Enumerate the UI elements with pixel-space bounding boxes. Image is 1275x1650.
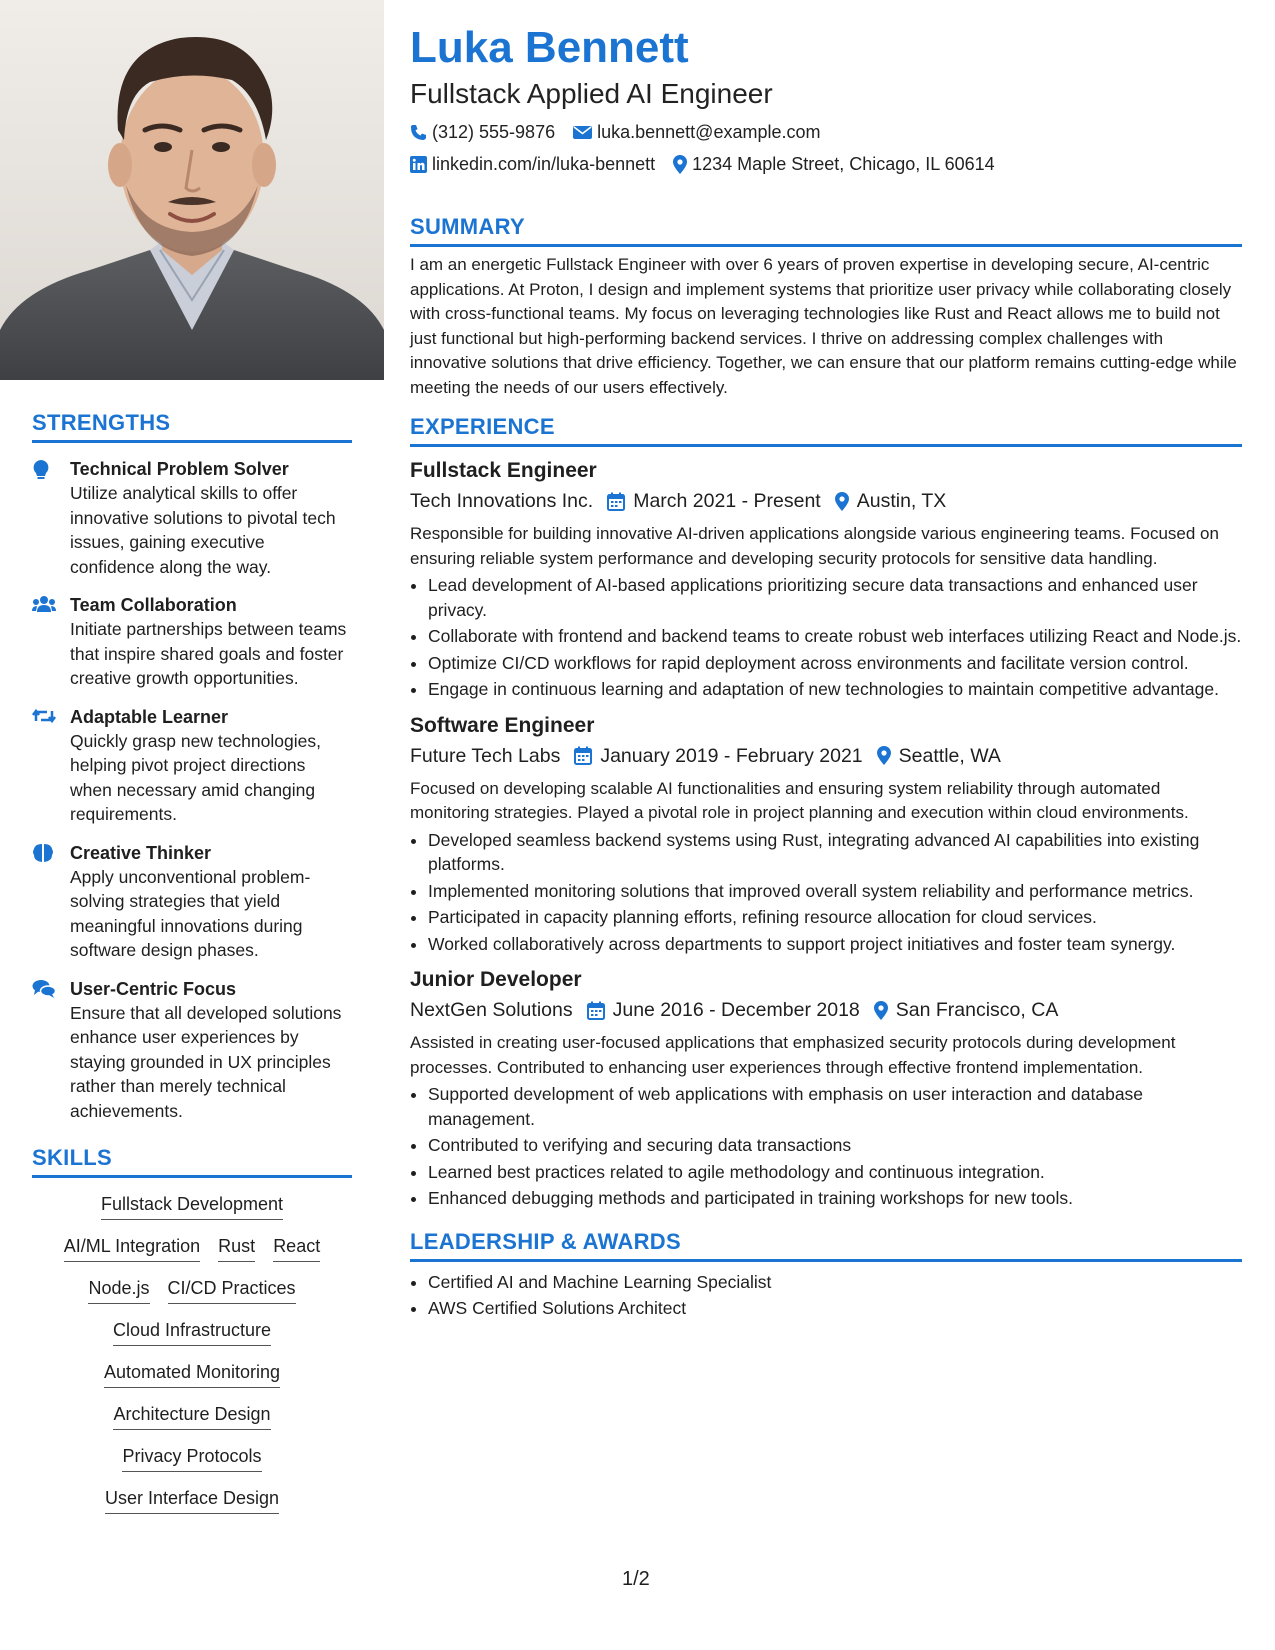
job-entry (410, 712, 1242, 957)
right-column (410, 22, 1242, 1321)
skill-row (32, 1318, 352, 1346)
summary-heading: SUMMARY (410, 214, 1242, 247)
strength-title: Team Collaboration (70, 595, 237, 615)
envelope-icon (573, 125, 592, 140)
job-bullets (410, 1082, 1242, 1211)
job-dates-text: June 2016 - December 2018 (612, 999, 860, 1021)
job-dates-text: March 2021 - Present (633, 490, 821, 512)
strength-item (32, 457, 352, 579)
strength-description: Ensure that all developed solutions enhance user experiences by staying grounded in UX principles rather than merely technical achievements. (70, 1002, 342, 1121)
job-location (835, 488, 947, 514)
job-description: Responsible for building innovative AI-driven applications alongside various engineering teams. Focused on ensuring reliable system performance and developing security protocols for sensitive data handling. (410, 524, 1219, 568)
calendar-icon (587, 1001, 605, 1020)
job-meta (410, 997, 1242, 1023)
summary-text: I am an energetic Fullstack Engineer with over 6 years of proven expertise in developing secure, AI-centric applications. At Proton, I design and implement systems that prioritize user privacy while collaborating closely with cross-functional teams. My focus on leveraging technologies like Rust and React allows me to build not just functional but high-performing backend services. I thrive on addressing complex challenges with innovative solutions that drive efficiency. Together, we can ensure that our platform remains cutting-edge while meeting the needs of our users effectively. (410, 255, 1237, 397)
skill-tag: Node.js (88, 1276, 149, 1304)
job-title: Junior Developer (410, 968, 582, 991)
job-location-text: San Francisco, CA (895, 999, 1059, 1021)
brain-icon (32, 841, 70, 963)
skill-row (32, 1276, 352, 1304)
address-contact (673, 152, 995, 176)
phone-contact (410, 120, 555, 144)
list-item: • Supported development of web applications with emphasis on user interaction and database management. (428, 1082, 1242, 1131)
awards-heading: LEADERSHIP & AWARDS (410, 1229, 1242, 1262)
strength-title: Technical Problem Solver (70, 459, 289, 479)
map-pin-icon (835, 492, 849, 511)
strength-description: Apply unconventional problem-solving strategies that yield meaningful innovations during software design phases. (70, 866, 311, 960)
job-dates (587, 997, 860, 1023)
skill-tag: CI/CD Practices (168, 1276, 296, 1304)
profile-photo (0, 0, 384, 380)
skill-row (32, 1234, 352, 1262)
list-item: • AWS Certified Solutions Architect (428, 1296, 1242, 1321)
awards-list (410, 1270, 1242, 1321)
job-description: Focused on developing scalable AI functionalities and ensuring system reliability through automated monitoring strategies. Played a pivotal role in project planning and execution within cloud environments. (410, 778, 1189, 822)
skill-tag: Architecture Design (113, 1402, 270, 1430)
job-description: Assisted in creating user-focused applications that emphasized security protocols during development processes. Contributed to enhancing user experiences through effective frontend implementation. (410, 1033, 1176, 1077)
list-item: • Participated in capacity planning efforts, refining resource allocation for cloud services. (428, 905, 1242, 930)
map-pin-icon (673, 155, 687, 174)
skill-row (32, 1360, 352, 1388)
job-dates (574, 743, 862, 769)
linkedin-icon (410, 156, 427, 173)
list-item: • Certified AI and Machine Learning Specialist (428, 1270, 1242, 1295)
company-name: NextGen Solutions (410, 999, 573, 1021)
contact-row (410, 152, 1242, 176)
page-number: 1/2 (622, 1568, 650, 1590)
skill-tag: User Interface Design (105, 1486, 279, 1514)
list-item: • Collaborate with frontend and backend teams to create robust web interfaces utilizing React and Node.js. (428, 624, 1242, 649)
company-name: Tech Innovations Inc. (410, 490, 594, 512)
linkedin-url[interactable]: linkedin.com/in/luka-bennett (432, 154, 656, 174)
job-headline: Fullstack Applied AI Engineer (410, 78, 773, 109)
skill-row (32, 1486, 352, 1514)
list-item: • Contributed to verifying and securing data transactions (428, 1133, 1242, 1158)
list-item: • Enhanced debugging methods and participated in training workshops for new tools. (428, 1186, 1242, 1211)
left-column (32, 410, 352, 1514)
linkedin-contact (410, 152, 655, 176)
map-pin-icon (877, 746, 891, 765)
strength-item (32, 977, 352, 1124)
experience-heading: EXPERIENCE (410, 414, 1242, 447)
job-title: Fullstack Engineer (410, 459, 597, 482)
strength-description: Utilize analytical skills to offer innovative solutions to pivotal tech issues, gaining executive confidence along the way. (70, 483, 336, 577)
company-name: Future Tech Labs (410, 744, 561, 767)
skill-tag: Fullstack Development (101, 1192, 283, 1220)
strength-item (32, 841, 352, 963)
job-location-text: Seattle, WA (898, 744, 1001, 767)
list-item: • Optimize CI/CD workflows for rapid deployment across environments and facilitate version control. (428, 651, 1242, 676)
email-address[interactable]: luka.bennett@example.com (597, 122, 821, 142)
street-address: 1234 Maple Street, Chicago, IL 60614 (692, 154, 995, 174)
job-location-text: Austin, TX (856, 490, 947, 512)
comments-icon (32, 977, 70, 1124)
skill-row (32, 1402, 352, 1430)
job-meta (410, 743, 1242, 769)
skill-row (32, 1444, 352, 1472)
job-dates-text: January 2019 - February 2021 (600, 744, 863, 767)
list-item: • Learned best practices related to agile methodology and continuous integration. (428, 1160, 1242, 1185)
phone-number[interactable]: (312) 555-9876 (432, 122, 556, 142)
strength-item (32, 593, 352, 691)
list-item: • Lead development of AI-based applications prioritizing secure data transactions and enhanced user privacy. (428, 573, 1242, 622)
strength-title: Creative Thinker (70, 842, 212, 863)
retweet-icon (32, 705, 70, 827)
job-dates (607, 488, 821, 514)
strength-title: Adaptable Learner (70, 706, 229, 727)
strength-description: Initiate partnerships between teams that inspire shared goals and foster creative growth opportunities. (70, 619, 347, 688)
skill-tag: Rust (218, 1234, 255, 1262)
skill-tag: Cloud Infrastructure (113, 1318, 271, 1346)
lightbulb-icon (32, 457, 70, 579)
contact-row (410, 120, 1242, 144)
list-item: • Implemented monitoring solutions that improved overall system reliability and performance metrics. (428, 879, 1242, 904)
job-meta (410, 488, 1242, 514)
list-item: • Worked collaboratively across departments to support project initiatives and foster team synergy. (428, 932, 1242, 957)
job-entry (410, 966, 1242, 1211)
job-title: Software Engineer (410, 713, 595, 737)
list-item: • Developed seamless backend systems using Rust, integrating advanced AI capabilities into existing platforms. (428, 828, 1242, 877)
job-location (877, 743, 1001, 769)
phone-icon (410, 124, 427, 141)
skills-heading: SKILLS (32, 1145, 352, 1178)
skill-tag: AI/ML Integration (64, 1234, 200, 1262)
email-contact (573, 120, 820, 144)
strength-item (32, 705, 352, 827)
skills-list (32, 1192, 352, 1514)
users-icon (32, 593, 70, 691)
map-pin-icon (874, 1001, 888, 1020)
strengths-heading: STRENGTHS (32, 410, 352, 443)
strength-title: User-Centric Focus (70, 978, 237, 999)
calendar-icon (574, 746, 592, 765)
skill-row (32, 1192, 352, 1220)
job-bullets (410, 573, 1242, 702)
job-entry (410, 457, 1242, 702)
candidate-name: Luka Bennett (410, 23, 689, 72)
calendar-icon (607, 492, 625, 511)
skill-tag: React (273, 1234, 320, 1262)
job-location (874, 997, 1059, 1023)
strength-description: Quickly grasp new technologies, helping pivot project directions when necessary amid changing requirements. (70, 730, 321, 824)
skill-tag: Privacy Protocols (122, 1444, 261, 1472)
job-bullets (410, 828, 1242, 957)
list-item: • Engage in continuous learning and adaptation of new technologies to maintain competitive advantage. (428, 677, 1242, 702)
skill-tag: Automated Monitoring (104, 1360, 280, 1388)
